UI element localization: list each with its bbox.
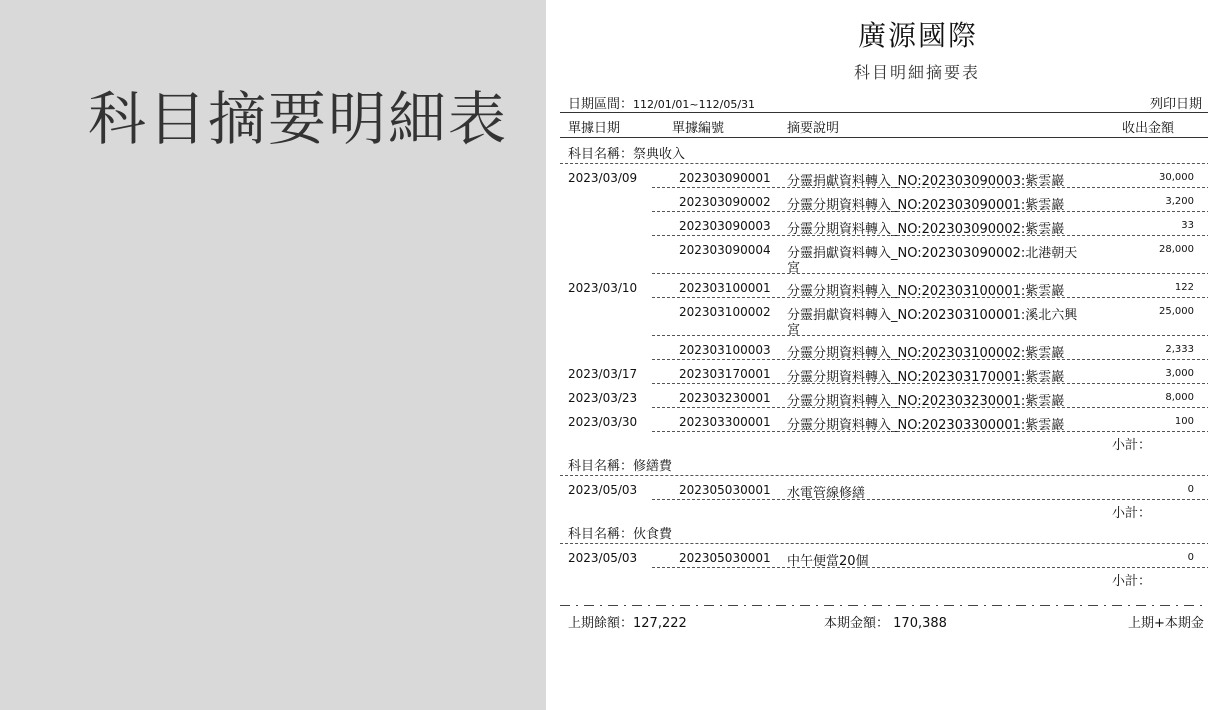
row-number: 202305030001	[679, 483, 771, 497]
subtotal-label: 小計：	[1112, 574, 1152, 589]
row-amount: 25,000	[1159, 306, 1194, 317]
prev-balance-label: 上期餘額：	[568, 616, 634, 631]
date-range-label: 日期區間：	[568, 97, 634, 112]
row-description-cont: 宮	[787, 261, 801, 276]
row-number: 202303300001	[679, 415, 771, 429]
row-rule	[652, 499, 1208, 500]
row-amount: 0	[1187, 484, 1194, 495]
row-rule	[652, 383, 1208, 384]
row-number: 202303100003	[679, 343, 771, 357]
report-title: 科目明細摘要表	[854, 63, 981, 82]
row-number: 202303170001	[679, 367, 771, 381]
row-amount: 8,000	[1165, 392, 1194, 403]
header-bottom-rule	[560, 137, 1208, 138]
group-rule	[560, 163, 1208, 164]
row-number: 202303090004	[679, 243, 771, 257]
group-label: 科目名稱：伙食費	[568, 527, 673, 542]
row-number: 202303090002	[679, 195, 771, 209]
row-date: 2023/03/30	[568, 415, 638, 429]
period-amount-value: 170,388	[893, 616, 947, 631]
row-description: 分靈分期資料轉入_NO:202303100002:紫雲巖	[787, 346, 1065, 361]
subtotal-label: 小計：	[1112, 506, 1152, 521]
date-range	[568, 93, 755, 112]
row-rule	[652, 335, 1208, 336]
period-amount	[824, 612, 947, 631]
row-rule	[652, 567, 1208, 568]
row-rule	[652, 187, 1208, 188]
col-header-desc: 摘要說明	[787, 121, 840, 136]
row-amount: 28,000	[1159, 244, 1194, 255]
row-description: 分靈分期資料轉入_NO:202303300001:紫雲巖	[787, 418, 1065, 433]
prev-balance	[568, 612, 687, 631]
row-amount: 3,000	[1165, 368, 1194, 379]
group-label: 科目名稱：祭典收入	[568, 147, 686, 162]
period-amount-label: 本期金額：	[824, 616, 890, 631]
header-top-rule	[560, 112, 1208, 113]
report-page	[546, 0, 1208, 710]
row-number: 202303090001	[679, 171, 771, 185]
date-range-value: 112/01/01~112/05/31	[633, 98, 756, 111]
row-description: 分靈分期資料轉入_NO:202303230001:紫雲巖	[787, 394, 1065, 409]
row-description: 分靈捐獻資料轉入_NO:202303100001:溪北六興	[787, 308, 1078, 323]
row-description-cont: 宮	[787, 323, 801, 338]
row-date: 2023/03/09	[568, 171, 638, 185]
row-description: 分靈分期資料轉入_NO:202303170001:紫雲巖	[787, 370, 1065, 385]
row-rule	[652, 297, 1208, 298]
row-amount: 33	[1181, 220, 1194, 231]
group-rule	[560, 475, 1208, 476]
row-rule	[652, 211, 1208, 212]
row-description: 分靈分期資料轉入_NO:202303090001:紫雲巖	[787, 198, 1065, 213]
row-number: 202303090003	[679, 219, 771, 233]
row-amount: 122	[1174, 282, 1194, 293]
subtotal-label: 小計：	[1112, 438, 1152, 453]
row-description: 分靈捐獻資料轉入_NO:202303090002:北港朝天	[787, 246, 1078, 261]
row-rule	[652, 431, 1208, 432]
group-label: 科目名稱：修繕費	[568, 459, 673, 474]
row-date: 2023/05/03	[568, 551, 638, 565]
row-number: 202303100002	[679, 305, 771, 319]
print-date-label: 列印日期	[1150, 97, 1203, 112]
row-description: 分靈分期資料轉入_NO:202303100001:紫雲巖	[787, 284, 1065, 299]
row-date: 2023/03/23	[568, 391, 638, 405]
row-rule	[652, 273, 1208, 274]
row-rule	[652, 235, 1208, 236]
row-amount: 0	[1187, 552, 1194, 563]
total-label: 上期+本期金	[1128, 616, 1204, 631]
group-rule	[560, 543, 1208, 544]
page-title: 科目摘要明細表	[88, 85, 509, 153]
row-number: 202303100001	[679, 281, 771, 295]
footer-rule	[560, 605, 1208, 606]
row-amount: 2,333	[1165, 344, 1194, 355]
row-description: 分靈捐獻資料轉入_NO:202303090003:紫雲巖	[787, 174, 1065, 189]
row-amount: 30,000	[1159, 172, 1194, 183]
left-panel	[0, 0, 546, 710]
row-description: 分靈分期資料轉入_NO:202303090002:紫雲巖	[787, 222, 1065, 237]
row-number: 202303230001	[679, 391, 771, 405]
row-rule	[652, 407, 1208, 408]
row-number: 202305030001	[679, 551, 771, 565]
prev-balance-value: 127,222	[633, 616, 687, 631]
col-header-amount: 收出金額	[1122, 121, 1175, 136]
row-date: 2023/05/03	[568, 483, 638, 497]
col-header-no: 單據編號	[672, 121, 725, 136]
col-header-date: 單據日期	[568, 121, 621, 136]
row-date: 2023/03/17	[568, 367, 638, 381]
row-rule	[652, 359, 1208, 360]
row-description: 水電管線修繕	[787, 486, 866, 501]
row-description: 中午便當20個	[787, 554, 869, 569]
row-date: 2023/03/10	[568, 281, 638, 295]
row-amount: 100	[1174, 416, 1194, 427]
company-name: 廣源國際	[858, 19, 979, 52]
row-amount: 3,200	[1165, 196, 1194, 207]
